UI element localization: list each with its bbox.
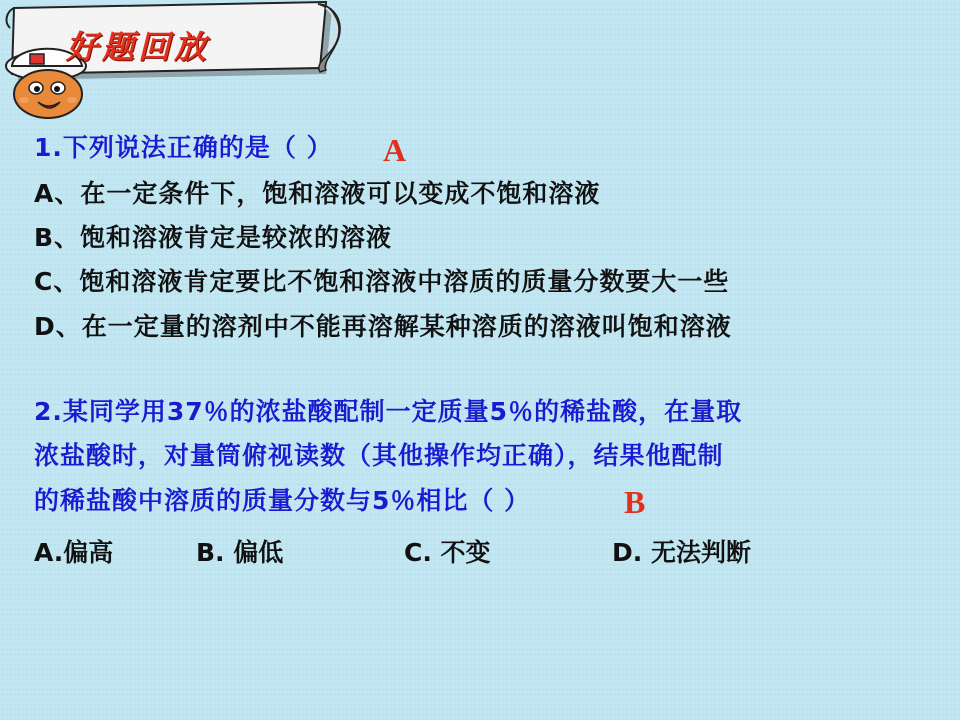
- q1-option-d: D、在一定量的溶剂中不能再溶解某种溶质的溶液叫饱和溶液: [34, 312, 732, 341]
- q2-stem-line-3: 的稀盐酸中溶质的质量分数与5％相比（ ）: [34, 486, 531, 515]
- q1-stem: 1.下列说法正确的是（ ）: [34, 133, 333, 162]
- banner-title: 好题回放: [66, 28, 211, 66]
- q1-option-b: B、饱和溶液肯定是较浓的溶液: [34, 223, 393, 252]
- q2-stem-line-2: 浓盐酸时，对量筒俯视读数（其他操作均正确），结果他配制: [34, 441, 724, 470]
- q1-answer: A: [383, 132, 407, 168]
- q2-stem-line-1: 2.某同学用37％的浓盐酸配制一定质量5％的稀盐酸，在量取: [34, 397, 743, 426]
- q2-option-c: C. 不变: [404, 538, 491, 567]
- q1-option-a: A、在一定条件下，饱和溶液可以变成不饱和溶液: [34, 179, 601, 208]
- header-banner: [0, 0, 360, 120]
- q2-option-a: A.偏高: [34, 538, 114, 567]
- q2-option-d: D. 无法判断: [612, 538, 751, 567]
- q1-option-c: C、饱和溶液肯定要比不饱和溶液中溶质的质量分数要大一些: [34, 267, 730, 296]
- q2-answer: B: [624, 484, 646, 520]
- q2-option-b: B. 偏低: [196, 538, 284, 567]
